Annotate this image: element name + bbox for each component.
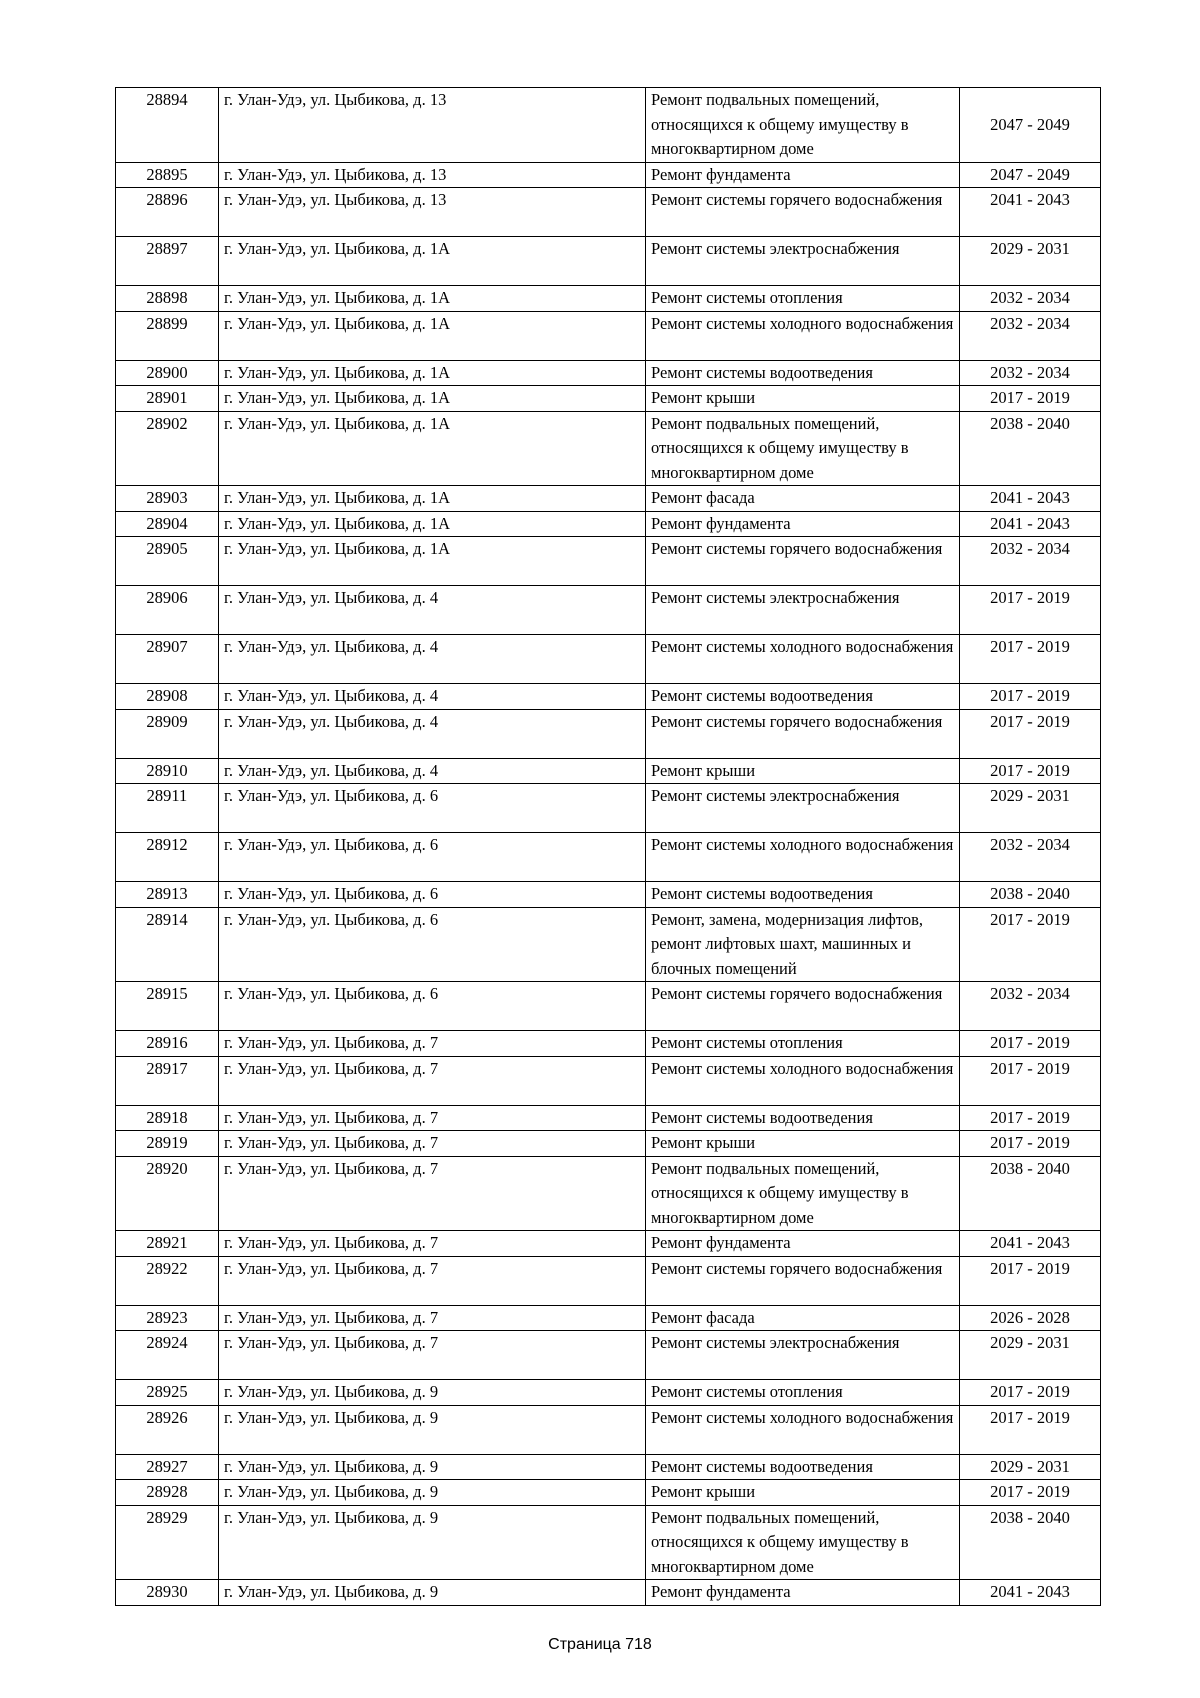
work-type-cell: Ремонт системы горячего водоснабжения: [646, 709, 960, 758]
table-row: [116, 511, 1101, 537]
row-number-cell: 28926: [116, 1405, 219, 1454]
period-cell: 2017 - 2019: [960, 1256, 1101, 1305]
address-cell: г. Улан-Удэ, ул. Цыбикова, д. 6: [219, 833, 646, 882]
table-row: [116, 882, 1101, 908]
table-row: [116, 1480, 1101, 1506]
table-row: [116, 162, 1101, 188]
table-row: [116, 982, 1101, 1031]
row-number-cell: 28925: [116, 1380, 219, 1406]
row-number-cell: 28924: [116, 1331, 219, 1380]
period-cell: 2017 - 2019: [960, 1405, 1101, 1454]
period-cell: 2017 - 2019: [960, 1031, 1101, 1057]
work-type-cell: Ремонт системы отопления: [646, 1031, 960, 1057]
address-cell: г. Улан-Удэ, ул. Цыбикова, д. 4: [219, 586, 646, 635]
row-number-cell: 28927: [116, 1454, 219, 1480]
address-cell: г. Улан-Удэ, ул. Цыбикова, д. 7: [219, 1056, 646, 1105]
row-number-cell: 28916: [116, 1031, 219, 1057]
table-row: [116, 537, 1101, 586]
table-row: [116, 88, 1101, 163]
work-type-cell: Ремонт фасада: [646, 486, 960, 512]
work-type-cell: Ремонт системы отопления: [646, 1380, 960, 1406]
address-cell: г. Улан-Удэ, ул. Цыбикова, д. 6: [219, 907, 646, 982]
row-number-cell: 28930: [116, 1580, 219, 1606]
row-number-cell: 28899: [116, 311, 219, 360]
work-type-cell: Ремонт системы горячего водоснабжения: [646, 188, 960, 237]
table-row: [116, 1505, 1101, 1580]
work-type-cell: Ремонт подвальных помещений, относящихся к общему имуществу в многоквартирном доме: [646, 88, 960, 163]
row-number-cell: 28904: [116, 511, 219, 537]
table-row: [116, 709, 1101, 758]
period-cell: 2026 - 2028: [960, 1305, 1101, 1331]
work-type-cell: Ремонт крыши: [646, 758, 960, 784]
period-cell: 2017 - 2019: [960, 586, 1101, 635]
table-row: [116, 1405, 1101, 1454]
table-row: [116, 311, 1101, 360]
work-type-cell: Ремонт фундамента: [646, 1580, 960, 1606]
work-type-cell: Ремонт системы холодного водоснабжения: [646, 311, 960, 360]
row-number-cell: 28901: [116, 386, 219, 412]
period-cell: 2017 - 2019: [960, 1056, 1101, 1105]
table-row: [116, 1305, 1101, 1331]
period-cell: 2029 - 2031: [960, 1454, 1101, 1480]
work-type-cell: Ремонт системы водоотведения: [646, 1105, 960, 1131]
period-cell: 2029 - 2031: [960, 1331, 1101, 1380]
work-type-cell: Ремонт фундамента: [646, 1231, 960, 1257]
work-type-cell: Ремонт системы холодного водоснабжения: [646, 635, 960, 684]
row-number-cell: 28919: [116, 1131, 219, 1157]
work-type-cell: Ремонт крыши: [646, 1480, 960, 1506]
row-number-cell: 28914: [116, 907, 219, 982]
address-cell: г. Улан-Удэ, ул. Цыбикова, д. 9: [219, 1405, 646, 1454]
address-cell: г. Улан-Удэ, ул. Цыбикова, д. 7: [219, 1331, 646, 1380]
period-cell: 2017 - 2019: [960, 1105, 1101, 1131]
period-cell: 2017 - 2019: [960, 386, 1101, 412]
table-row: [116, 758, 1101, 784]
period-cell: 2032 - 2034: [960, 833, 1101, 882]
period-cell: 2017 - 2019: [960, 1131, 1101, 1157]
address-cell: г. Улан-Удэ, ул. Цыбикова, д. 1А: [219, 411, 646, 486]
address-cell: г. Улан-Удэ, ул. Цыбикова, д. 4: [219, 684, 646, 710]
table-row: [116, 411, 1101, 486]
work-type-cell: Ремонт крыши: [646, 1131, 960, 1157]
work-type-cell: Ремонт системы водоотведения: [646, 360, 960, 386]
period-cell: 2032 - 2034: [960, 360, 1101, 386]
row-number-cell: 28908: [116, 684, 219, 710]
address-cell: г. Улан-Удэ, ул. Цыбикова, д. 1А: [219, 311, 646, 360]
address-cell: г. Улан-Удэ, ул. Цыбикова, д. 4: [219, 635, 646, 684]
row-number-cell: 28907: [116, 635, 219, 684]
address-cell: г. Улан-Удэ, ул. Цыбикова, д. 4: [219, 758, 646, 784]
table-row: [116, 286, 1101, 312]
address-cell: г. Улан-Удэ, ул. Цыбикова, д. 13: [219, 88, 646, 163]
row-number-cell: 28898: [116, 286, 219, 312]
page-number: Страница 718: [548, 1636, 652, 1653]
work-type-cell: Ремонт системы электроснабжения: [646, 1331, 960, 1380]
period-cell: 2029 - 2031: [960, 237, 1101, 286]
table-row: [116, 586, 1101, 635]
row-number-cell: 28913: [116, 882, 219, 908]
row-number-cell: 28915: [116, 982, 219, 1031]
table-row: [116, 486, 1101, 512]
table-row: [116, 833, 1101, 882]
table-row: [116, 1031, 1101, 1057]
table-row: [116, 1380, 1101, 1406]
table-row: [116, 1105, 1101, 1131]
address-cell: г. Улан-Удэ, ул. Цыбикова, д. 13: [219, 162, 646, 188]
period-cell: 2017 - 2019: [960, 907, 1101, 982]
work-type-cell: Ремонт подвальных помещений, относящихся к общему имуществу в многоквартирном доме: [646, 1156, 960, 1231]
period-cell: 2038 - 2040: [960, 1156, 1101, 1231]
work-type-cell: Ремонт системы водоотведения: [646, 1454, 960, 1480]
period-cell: 2017 - 2019: [960, 1480, 1101, 1506]
work-type-cell: Ремонт системы отопления: [646, 286, 960, 312]
row-number-cell: 28918: [116, 1105, 219, 1131]
row-number-cell: 28896: [116, 188, 219, 237]
table-row: [116, 1056, 1101, 1105]
period-cell: 2038 - 2040: [960, 882, 1101, 908]
table-row: [116, 684, 1101, 710]
address-cell: г. Улан-Удэ, ул. Цыбикова, д. 9: [219, 1380, 646, 1406]
period-cell: 2047 - 2049: [960, 162, 1101, 188]
address-cell: г. Улан-Удэ, ул. Цыбикова, д. 7: [219, 1305, 646, 1331]
row-number-cell: 28923: [116, 1305, 219, 1331]
table-row: [116, 907, 1101, 982]
work-type-cell: Ремонт системы горячего водоснабжения: [646, 982, 960, 1031]
work-type-cell: Ремонт системы водоотведения: [646, 882, 960, 908]
address-cell: г. Улан-Удэ, ул. Цыбикова, д. 9: [219, 1480, 646, 1506]
work-type-cell: Ремонт фундамента: [646, 511, 960, 537]
row-number-cell: 28920: [116, 1156, 219, 1231]
period-cell: 2032 - 2034: [960, 537, 1101, 586]
work-type-cell: Ремонт системы холодного водоснабжения: [646, 1405, 960, 1454]
table-row: [116, 386, 1101, 412]
row-number-cell: 28929: [116, 1505, 219, 1580]
address-cell: г. Улан-Удэ, ул. Цыбикова, д. 1А: [219, 286, 646, 312]
table-row: [116, 1131, 1101, 1157]
row-number-cell: 28912: [116, 833, 219, 882]
row-number-cell: 28895: [116, 162, 219, 188]
period-cell: 2041 - 2043: [960, 1231, 1101, 1257]
address-cell: г. Улан-Удэ, ул. Цыбикова, д. 6: [219, 982, 646, 1031]
work-type-cell: Ремонт системы электроснабжения: [646, 237, 960, 286]
address-cell: г. Улан-Удэ, ул. Цыбикова, д. 7: [219, 1105, 646, 1131]
period-cell: 2032 - 2034: [960, 982, 1101, 1031]
period-cell: 2017 - 2019: [960, 635, 1101, 684]
period-cell: 2038 - 2040: [960, 411, 1101, 486]
period-cell: 2029 - 2031: [960, 784, 1101, 833]
work-type-cell: Ремонт фасада: [646, 1305, 960, 1331]
repair-schedule-table: [115, 87, 1101, 1606]
row-number-cell: 28921: [116, 1231, 219, 1257]
address-cell: г. Улан-Удэ, ул. Цыбикова, д. 6: [219, 882, 646, 908]
work-type-cell: Ремонт системы холодного водоснабжения: [646, 1056, 960, 1105]
period-cell: 2032 - 2034: [960, 311, 1101, 360]
period-cell: 2017 - 2019: [960, 709, 1101, 758]
table-row: [116, 237, 1101, 286]
table-row: [116, 188, 1101, 237]
row-number-cell: 28928: [116, 1480, 219, 1506]
address-cell: г. Улан-Удэ, ул. Цыбикова, д. 7: [219, 1156, 646, 1231]
work-type-cell: Ремонт системы водоотведения: [646, 684, 960, 710]
address-cell: г. Улан-Удэ, ул. Цыбикова, д. 7: [219, 1131, 646, 1157]
work-type-cell: Ремонт подвальных помещений, относящихся к общему имуществу в многоквартирном доме: [646, 1505, 960, 1580]
work-type-cell: Ремонт, замена, модернизация лифтов, ремонт лифтовых шахт, машинных и блочных помещений: [646, 907, 960, 982]
row-number-cell: 28905: [116, 537, 219, 586]
work-type-cell: Ремонт системы электроснабжения: [646, 784, 960, 833]
address-cell: г. Улан-Удэ, ул. Цыбикова, д. 1А: [219, 237, 646, 286]
table-row: [116, 360, 1101, 386]
period-cell: 2017 - 2019: [960, 1380, 1101, 1406]
row-number-cell: 28906: [116, 586, 219, 635]
row-number-cell: 28917: [116, 1056, 219, 1105]
row-number-cell: 28922: [116, 1256, 219, 1305]
address-cell: г. Улан-Удэ, ул. Цыбикова, д. 4: [219, 709, 646, 758]
address-cell: г. Улан-Удэ, ул. Цыбикова, д. 1А: [219, 511, 646, 537]
row-number-cell: 28911: [116, 784, 219, 833]
period-cell: 2032 - 2034: [960, 286, 1101, 312]
period-cell: 2017 - 2019: [960, 684, 1101, 710]
table-row: [116, 1580, 1101, 1606]
address-cell: г. Улан-Удэ, ул. Цыбикова, д. 1А: [219, 360, 646, 386]
table-body: [116, 88, 1101, 1606]
period-cell: 2041 - 2043: [960, 511, 1101, 537]
row-number-cell: 28903: [116, 486, 219, 512]
period-cell: 2047 - 2049: [960, 88, 1101, 163]
period-cell: 2017 - 2019: [960, 758, 1101, 784]
row-number-cell: 28897: [116, 237, 219, 286]
period-cell: 2041 - 2043: [960, 188, 1101, 237]
address-cell: г. Улан-Удэ, ул. Цыбикова, д. 6: [219, 784, 646, 833]
row-number-cell: 28900: [116, 360, 219, 386]
address-cell: г. Улан-Удэ, ул. Цыбикова, д. 9: [219, 1505, 646, 1580]
address-cell: г. Улан-Удэ, ул. Цыбикова, д. 9: [219, 1454, 646, 1480]
address-cell: г. Улан-Удэ, ул. Цыбикова, д. 7: [219, 1256, 646, 1305]
table-row: [116, 1231, 1101, 1257]
period-cell: 2041 - 2043: [960, 486, 1101, 512]
address-cell: г. Улан-Удэ, ул. Цыбикова, д. 1А: [219, 537, 646, 586]
row-number-cell: 28910: [116, 758, 219, 784]
address-cell: г. Улан-Удэ, ул. Цыбикова, д. 1А: [219, 486, 646, 512]
table-row: [116, 635, 1101, 684]
work-type-cell: Ремонт системы электроснабжения: [646, 586, 960, 635]
work-type-cell: Ремонт фундамента: [646, 162, 960, 188]
address-cell: г. Улан-Удэ, ул. Цыбикова, д. 9: [219, 1580, 646, 1606]
address-cell: г. Улан-Удэ, ул. Цыбикова, д. 13: [219, 188, 646, 237]
work-type-cell: Ремонт системы горячего водоснабжения: [646, 537, 960, 586]
period-cell: 2041 - 2043: [960, 1580, 1101, 1606]
address-cell: г. Улан-Удэ, ул. Цыбикова, д. 7: [219, 1031, 646, 1057]
work-type-cell: Ремонт подвальных помещений, относящихся к общему имуществу в многоквартирном доме: [646, 411, 960, 486]
address-cell: г. Улан-Удэ, ул. Цыбикова, д. 1А: [219, 386, 646, 412]
address-cell: г. Улан-Удэ, ул. Цыбикова, д. 7: [219, 1231, 646, 1257]
period-cell: 2038 - 2040: [960, 1505, 1101, 1580]
work-type-cell: Ремонт системы холодного водоснабжения: [646, 833, 960, 882]
table-row: [116, 1156, 1101, 1231]
work-type-cell: Ремонт крыши: [646, 386, 960, 412]
table-row: [116, 1331, 1101, 1380]
work-type-cell: Ремонт системы горячего водоснабжения: [646, 1256, 960, 1305]
table-row: [116, 1256, 1101, 1305]
table-row: [116, 1454, 1101, 1480]
row-number-cell: 28909: [116, 709, 219, 758]
table-row: [116, 784, 1101, 833]
row-number-cell: 28902: [116, 411, 219, 486]
row-number-cell: 28894: [116, 88, 219, 163]
